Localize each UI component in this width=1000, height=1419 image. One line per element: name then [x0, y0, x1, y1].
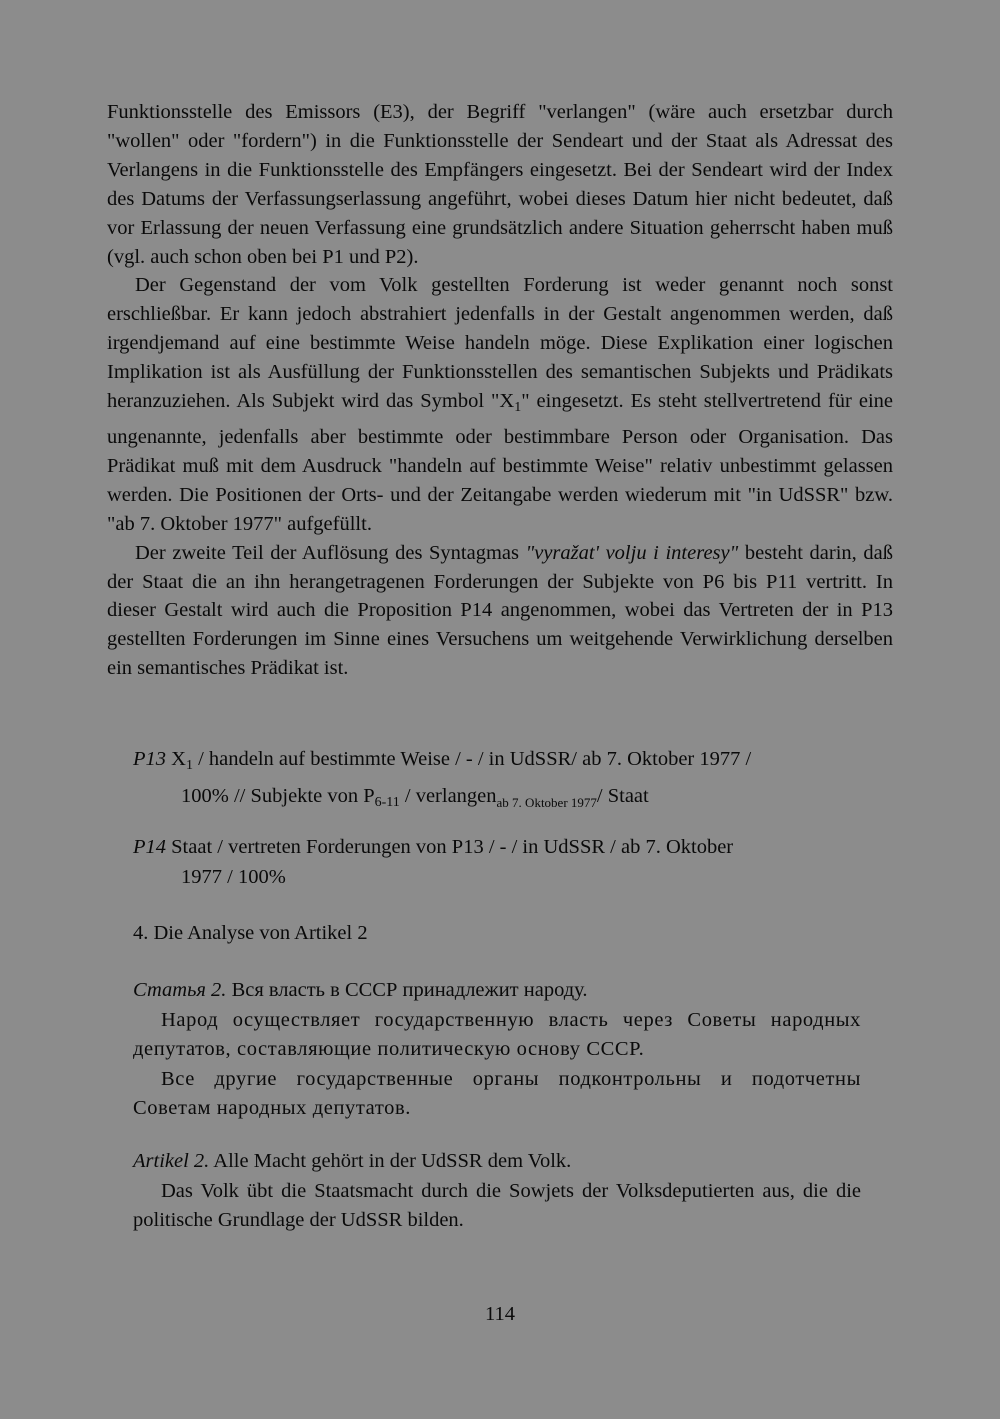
p13-line-2-c: / Staat: [596, 785, 649, 807]
paragraph-3-start: Der zweite Teil der Auflösung des Syntagmas: [135, 541, 526, 564]
p13-line-1: [133, 744, 873, 781]
subscript: 1: [514, 400, 522, 416]
p14-line-1-text: Staat / vertreten Forderungen von P13 / - / in UdSSR / ab 7. Oktober: [171, 836, 734, 858]
p14-label: P14: [133, 836, 167, 858]
section-heading: 4. Die Analyse von Artikel 2: [133, 922, 368, 944]
paragraph-3: [107, 539, 893, 684]
p14-line-2: 1977 / 100%: [181, 866, 286, 888]
russian-syntagma: "vyražat' volju i interesy": [525, 541, 739, 564]
p13-line-2-b: / verlangen: [399, 785, 497, 807]
page-number: 114: [485, 1303, 515, 1325]
german-article-label: Artikel 2.: [133, 1150, 210, 1172]
german-article: [133, 1147, 861, 1236]
p13-line-2-a: 100% // Subjekte von P: [181, 785, 375, 807]
russian-line-1-text: Вся власть в СССР принадлежит народу.: [231, 979, 588, 1001]
paragraph-2-part-b: " eingesetzt. Es steht stellvertretend für eine ungenannte, jedenfalls aber bestimmte oder bestimmbare Person oder Organisation. Das Prädikat muß mit dem Ausdruck "handeln auf bestimmte Weise" relativ unbestimmt gelassen werden. Die Positionen der Orts- und der Zeitangabe werden wiederum mit "in UdSSR" bzw. "ab 7. Oktober 1977" aufgefüllt.: [107, 390, 893, 535]
paragraph-3-rest: besteht darin, daß der Staat die an ihn herangetragenen Forderungen der Subjekte von P6 bis P11 vertritt. In dieser Gestalt wird auch die Proposition P14 angenommen, wobei das Vertreten der in P13 gestellten Forderungen im Sinne eines Versuchens um weitgehende Verwirklichung derselben ein semantisches Prädikat ist.: [107, 541, 893, 680]
proposition-p14: [133, 832, 873, 892]
p13-label: P13: [133, 748, 167, 770]
russian-line-1: [133, 976, 861, 1006]
p13-subscript-range: 6-11: [374, 795, 400, 810]
russian-article: [133, 976, 861, 1124]
paragraph-2-part-a: Der Gegenstand der vom Volk gestellten Forderung ist weder genannt noch sonst erschließbar. Er kann jedoch abstrahiert jedenfalls in der Gestalt angenommen werden, daß irgendjemand auf eine bestimmte Weise handeln möge. Diese Explikation einer logischen Implikation ist als Ausfüllung der Funktionsstellen des semantischen Subjekts und Prädikats heranzuziehen. Als Subjekt wird das Symbol "X: [107, 274, 893, 413]
russian-article-label: Статья 2.: [133, 979, 227, 1001]
paragraph-1: Funktionsstelle des Emissors (E3), der Begriff "verlangen" (wäre auch ersetzbar durch "wollen" oder "fordern") in die Funktionsstelle der Sendeart und der Staat als Adressat des Verlangens in die Funktionsstelle des Empfängers eingesetzt. Bei der Sendeart wird der Index des Datums der Verfassungserlassung angeführt, wobei dieses Datum hier nicht bedeutet, daß vor Erlassung der neuen Verfassung eine grundsätzlich andere Situation geherrscht haben muß (vgl. auch schon oben bei P1 und P2).: [107, 101, 893, 268]
russian-paragraph-3: Все другие государственные органы подконтрольны и подотчетны Советам народных депутатов.: [133, 1067, 861, 1119]
p13-line-2: [133, 781, 873, 818]
german-line-1-text: Alle Macht gehört in der UdSSR dem Volk.: [213, 1150, 572, 1172]
p13-x-subscript: 1: [185, 758, 193, 773]
german-line-1: [133, 1147, 861, 1177]
paragraph-2: [107, 271, 893, 538]
p13-x: X: [171, 748, 186, 770]
p13-subscript-date: ab 7. Oktober 1977: [496, 795, 597, 810]
main-text: [107, 98, 893, 683]
proposition-p13: [133, 744, 873, 818]
german-paragraph-2: Das Volk übt die Staatsmacht durch die Sowjets der Volksdeputierten aus, die die politische Grundlage der UdSSR bilden.: [133, 1179, 861, 1231]
russian-paragraph-2: Народ осуществляет государственную власть через Советы народных депутатов, составляющие политическую основу СССР.: [133, 1008, 861, 1060]
p14-line-1: [133, 832, 873, 862]
p13-line-1-rest: / handeln auf bestimmte Weise / - / in UdSSR/ ab 7. Oktober 1977 /: [192, 748, 752, 770]
